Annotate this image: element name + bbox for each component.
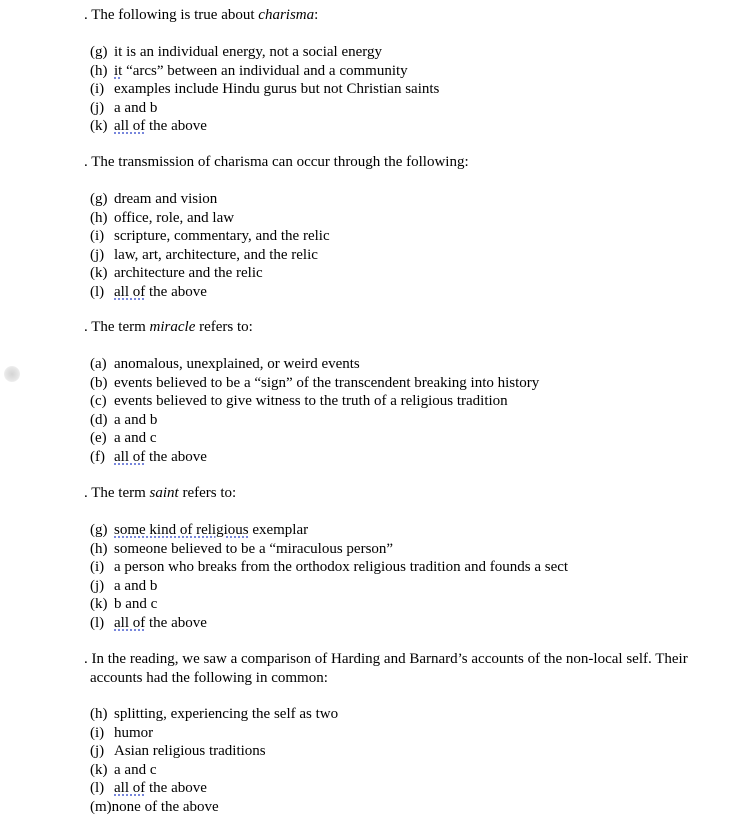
answer-options xyxy=(84,521,744,632)
answer-option[interactable]: (f) all of the above xyxy=(90,448,207,465)
answer-options xyxy=(84,705,744,816)
question-stem: . In the reading, we saw a comparison of Harding and Barnard’s accounts of the non-local self. Their accounts had the following in common: xyxy=(84,651,688,686)
answer-option[interactable]: (k) all of the above xyxy=(90,118,207,134)
answer-option[interactable]: (l) all of the above xyxy=(90,614,207,631)
question-saint xyxy=(84,484,744,632)
answer-option[interactable]: (h) someone believed to be a “miraculous person” xyxy=(90,540,394,557)
answer-options xyxy=(84,355,744,466)
answer-option[interactable]: (c) events believed to give witness to the truth of a religious tradition xyxy=(90,393,508,409)
grammar-flag: some kind of religious xyxy=(114,522,249,538)
answer-option[interactable]: (i) humor xyxy=(90,724,154,741)
answer-option[interactable]: (a) anomalous, unexplained, or weird events xyxy=(90,356,360,372)
answer-option[interactable]: (j) a and b xyxy=(90,99,158,116)
margin-marker-icon xyxy=(4,366,20,382)
answer-option[interactable]: (b) events believed to be a “sign” of the transcendent breaking into history xyxy=(90,374,540,391)
question-charisma xyxy=(84,6,744,136)
answer-option[interactable]: (l) all of the above xyxy=(90,780,207,796)
question-stem: . The following is true about charisma: xyxy=(84,7,319,23)
answer-option[interactable]: (j) law, art, architecture, and the relic xyxy=(90,246,318,263)
question-stem: . The term saint refers to: xyxy=(84,485,237,501)
question-stem: . The term miracle refers to: xyxy=(84,319,253,335)
answer-option[interactable]: (l) all of the above xyxy=(90,283,207,300)
answer-option[interactable]: (g) some kind of religious exemplar xyxy=(90,522,309,538)
answer-option[interactable]: (i) a person who breaks from the orthodox religious tradition and founds a sect xyxy=(90,559,569,575)
answer-option[interactable]: (k) b and c xyxy=(90,596,158,612)
answer-option[interactable]: (h) office, role, and law xyxy=(90,209,235,226)
answer-option[interactable]: (h) it “arcs” between an individual and a community xyxy=(90,62,408,79)
answer-option[interactable]: (g) dream and vision xyxy=(90,191,218,207)
answer-option[interactable]: (i) examples include Hindu gurus but not Christian saints xyxy=(90,81,440,97)
answer-option[interactable]: (j) a and b xyxy=(90,577,158,594)
answer-option[interactable]: (h) splitting, experiencing the self as two xyxy=(90,706,339,722)
grammar-flag: all of xyxy=(114,448,146,465)
grammar-flag: all of xyxy=(114,614,146,631)
answer-option[interactable]: (i) scripture, commentary, and the relic xyxy=(90,228,330,244)
answer-option[interactable]: (j) Asian religious traditions xyxy=(90,743,266,759)
grammar-flag: it xyxy=(114,62,123,79)
question-non-local-self xyxy=(84,650,744,816)
question-miracle xyxy=(84,318,744,466)
answer-option[interactable]: (g) it is an individual energy, not a social energy xyxy=(90,44,382,60)
answer-option[interactable]: (k) a and c xyxy=(90,761,157,778)
grammar-flag: all of xyxy=(114,780,146,796)
answer-options xyxy=(84,190,744,301)
grammar-flag: all of xyxy=(114,118,146,134)
question-stem: . The transmission of charisma can occur through the following: xyxy=(84,154,469,170)
question-transmission xyxy=(84,153,744,301)
grammar-flag: all of xyxy=(114,283,146,300)
answer-option[interactable]: (k) architecture and the relic xyxy=(90,265,263,281)
answer-option[interactable]: (m)none of the above xyxy=(90,798,219,815)
answer-option[interactable]: (d) a and b xyxy=(90,411,158,428)
answer-options xyxy=(84,43,744,136)
answer-option[interactable]: (e) a and c xyxy=(90,430,157,446)
